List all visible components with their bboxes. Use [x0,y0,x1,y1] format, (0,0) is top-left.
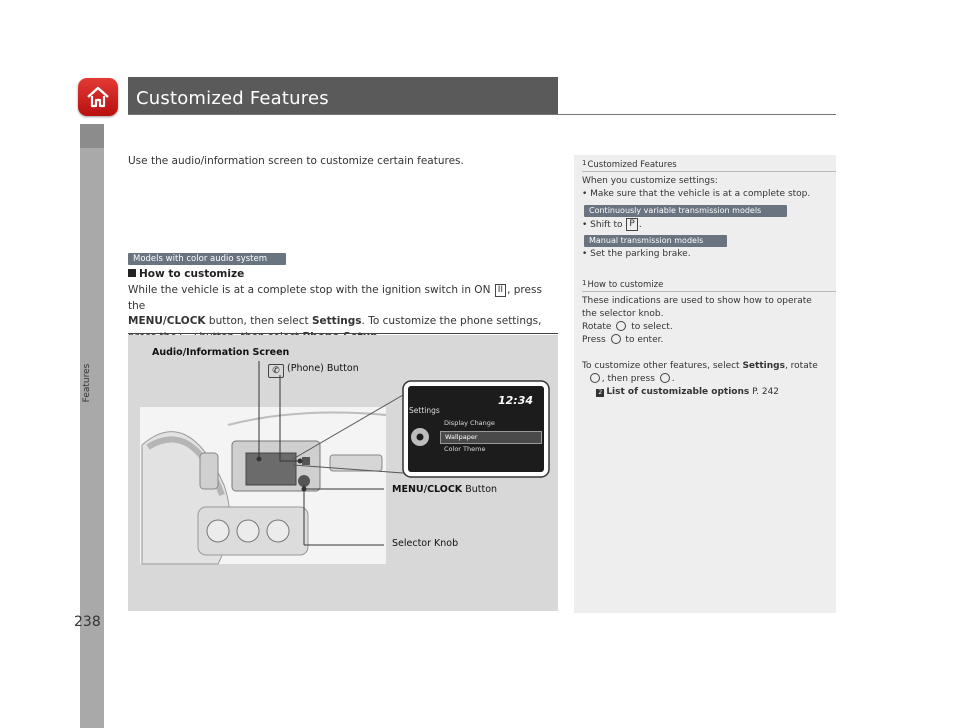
dashboard-figure [128,335,558,611]
title-divider [128,114,836,115]
section-label: Features [82,363,92,403]
figure-divider [128,333,558,334]
screen-clock: 12:34 [498,394,534,407]
home-icon [85,84,111,110]
phone-button-label: ✆ (Phone) Button [268,363,359,378]
rotate-knob-icon [616,321,626,331]
intro-text: Use the audio/information screen to customize certain features. [128,155,464,167]
screen-menu-item-selected[interactable]: Wallpaper [440,431,542,444]
mt-models-tag: Manual transmission models [584,235,727,247]
phone-icon: ✆ [268,364,284,378]
press-knob-icon [611,334,621,344]
note2-body: These indications are used to show how to operate the selector knob. Rotate to select. Press to enter. To customize other features, select Settings, rotate , then press . 2 List of customizable options P. 242 [582,296,818,397]
note1-intro: When you customize settings: [582,176,718,186]
note1-bullet1: • Make sure that the vehicle is at a complete stop. [582,189,811,199]
section-marker [80,124,104,148]
selector-knob-label: Selector Knob [392,538,459,549]
screen-menu-item[interactable]: Display Change [444,419,495,427]
page-title: Customized Features [136,88,329,109]
screen-menu-item[interactable]: Color Theme [444,445,486,453]
note1-divider [582,171,836,172]
ignition-on-key: II [495,284,506,297]
audio-screen-label: Audio/Information Screen [152,347,290,358]
section-sidebar [80,124,104,728]
cross-reference-icon: 2 [596,389,604,397]
models-tag: Models with color audio system [128,253,286,265]
note1-bullet3: • Set the parking brake. [582,249,691,259]
press-knob-icon [660,373,670,383]
note1-bullet2: • Shift to P . [582,219,642,230]
screen-settings-title: Settings [409,406,440,415]
note2-divider [582,291,836,292]
notes-panel [574,155,836,613]
rotate-knob-icon [590,373,600,383]
note2-heading: $^1$How to customize [582,279,664,290]
how-to-body: While the vehicle is at a complete stop with the ignition switch in ON II , press the MENU/CLOCK button, then select Settings. To customize the phone settings, [128,283,558,347]
cvt-models-tag: Continuously variable transmission models [584,205,787,217]
square-bullet-icon [128,269,136,277]
how-to-heading: How to customize [128,268,244,280]
menu-clock-label: MENU/CLOCK Button [392,484,498,495]
page-number: 238 [74,614,101,630]
park-key: P [626,218,637,231]
home-button[interactable] [78,78,118,116]
page-title-bar [128,77,558,115]
customizable-options-link[interactable]: List of customizable options [606,387,750,397]
note1-heading: $^1$Customized Features [582,159,677,170]
